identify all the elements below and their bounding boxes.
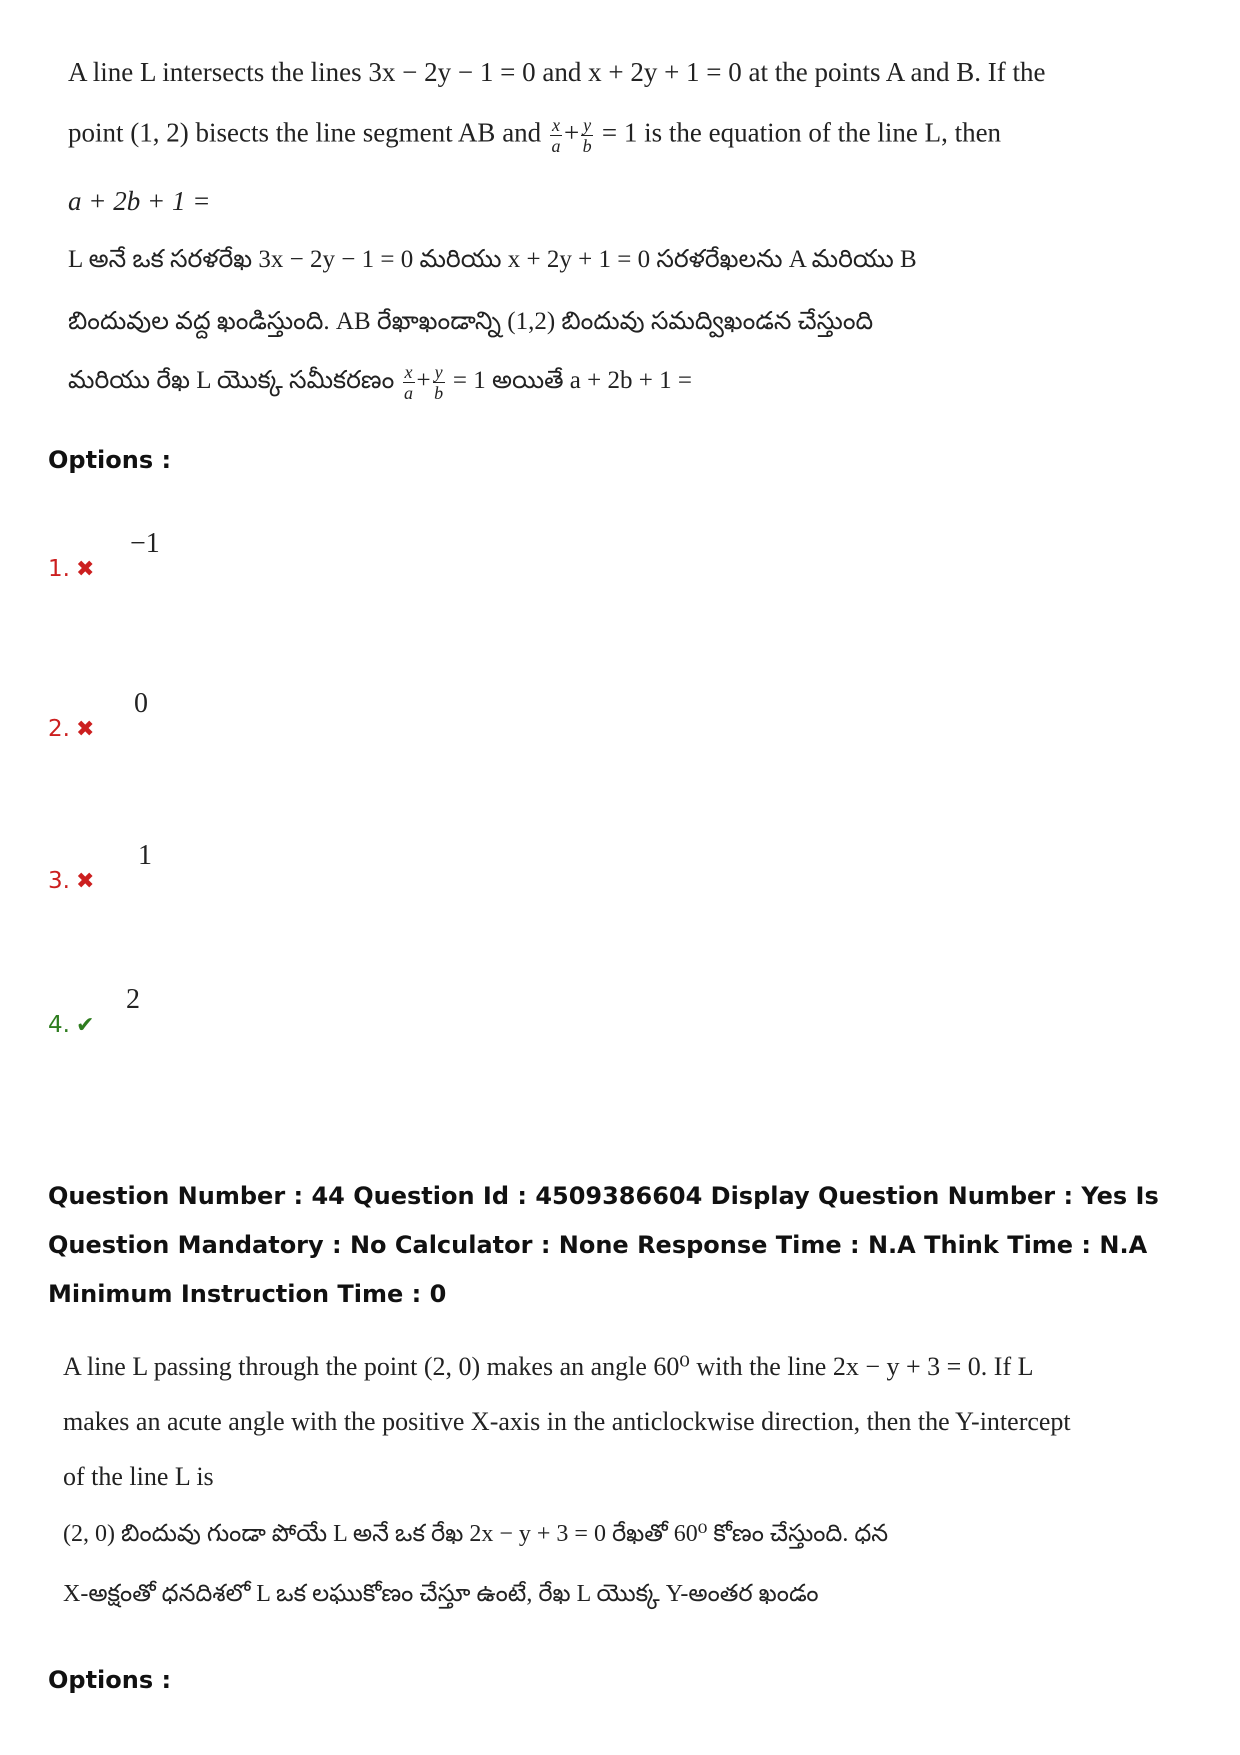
check-icon: ✔ (75, 1013, 95, 1038)
option-4-number: 4. (48, 1012, 70, 1038)
q44-te-line2: X-అక్షంతో ధనదిశలో L ఒక లఘుకోణం చేస్తూ ఉంటే, రేఖ L యొక్క Y-అంతర ఖండం (63, 1581, 819, 1607)
q44-en-line2: makes an acute angle with the positive X-axis in the anticlockwise direction, then the Y-intercept (63, 1407, 1071, 1436)
q43-en-line2 (68, 115, 1001, 156)
options-label: Options : (48, 446, 172, 474)
q44-te-line1: (2, 0) బిందువు గుండా పోయే L అనే ఒక రేఖ 2x − y + 3 = 0 రేఖతో 60⁰ కోణం చేస్తుంది. ధన (63, 1521, 889, 1547)
cross-icon: ✖ (75, 717, 95, 742)
cross-icon: ✖ (75, 869, 95, 894)
option-2-value: 0 (134, 688, 148, 719)
q43-en-line3: a + 2b + 1 = (68, 186, 211, 216)
fraction-y-over-b-te: $\frac{y}{b}$ (434, 362, 444, 403)
options-label-q44: Options : (48, 1666, 172, 1694)
fraction-x-over-a: $\frac{x}{a}$ (551, 115, 561, 156)
option-3-number: 3. (48, 868, 70, 894)
option-1[interactable] (48, 556, 94, 582)
plus-sign-te: + (416, 367, 431, 395)
q43-te-line3 (68, 362, 692, 403)
q44-en-line1: A line L passing through the point (2, 0) makes an angle 60⁰ with the line 2x − y + 3 = 0. If L (63, 1352, 1034, 1381)
fraction-x-over-a-te: $\frac{x}{a}$ (404, 362, 413, 403)
option-2[interactable] (48, 716, 94, 742)
q43-en-line2-pre: point (1, 2) bisects the line segment AB and (68, 117, 542, 148)
q44-meta: Question Number : 44 Question Id : 4509386604 Display Question Number : Yes Is Question Mandatory : No Calculator : None Response Time : N.A Think Time : N.A Minimum Instruction Time : 0 (48, 1182, 1159, 1308)
plus-sign: + (563, 117, 580, 148)
q44-en-line3: of the line L is (63, 1462, 214, 1491)
q43-en-line1: A line L intersects the lines 3x − 2y − 1 = 0 and x + 2y + 1 = 0 at the points A and B. If the (68, 57, 1046, 87)
q43-te-line2: బిందువుల వద్ద ఖండిస్తుంది. AB రేఖాఖండాన్ని (1,2) బిందువు సమద్విఖండన చేస్తుంది (68, 308, 874, 335)
option-3-value: 1 (138, 840, 152, 871)
option-3[interactable] (48, 868, 94, 894)
option-4[interactable] (48, 1012, 94, 1038)
fraction-y-over-b: $\frac{y}{b}$ (582, 115, 592, 156)
option-1-value: −1 (130, 528, 160, 559)
option-1-number: 1. (48, 556, 70, 582)
q43-te-line1: L అనే ఒక సరళరేఖ 3x − 2y − 1 = 0 మరియు x + 2y + 1 = 0 సరళరేఖలను A మరియు B (68, 246, 917, 273)
q43-en-line2-post: = 1 is the equation of the line L, then (601, 117, 1002, 148)
q43-te-line3-pre: మరియు రేఖ L యొక్క సమీకరణం (68, 367, 395, 395)
q43-te-line3-post: = 1 అయితే a + 2b + 1 = (452, 367, 692, 395)
option-4-value: 2 (126, 984, 140, 1015)
cross-icon: ✖ (75, 557, 95, 582)
option-2-number: 2. (48, 716, 70, 742)
